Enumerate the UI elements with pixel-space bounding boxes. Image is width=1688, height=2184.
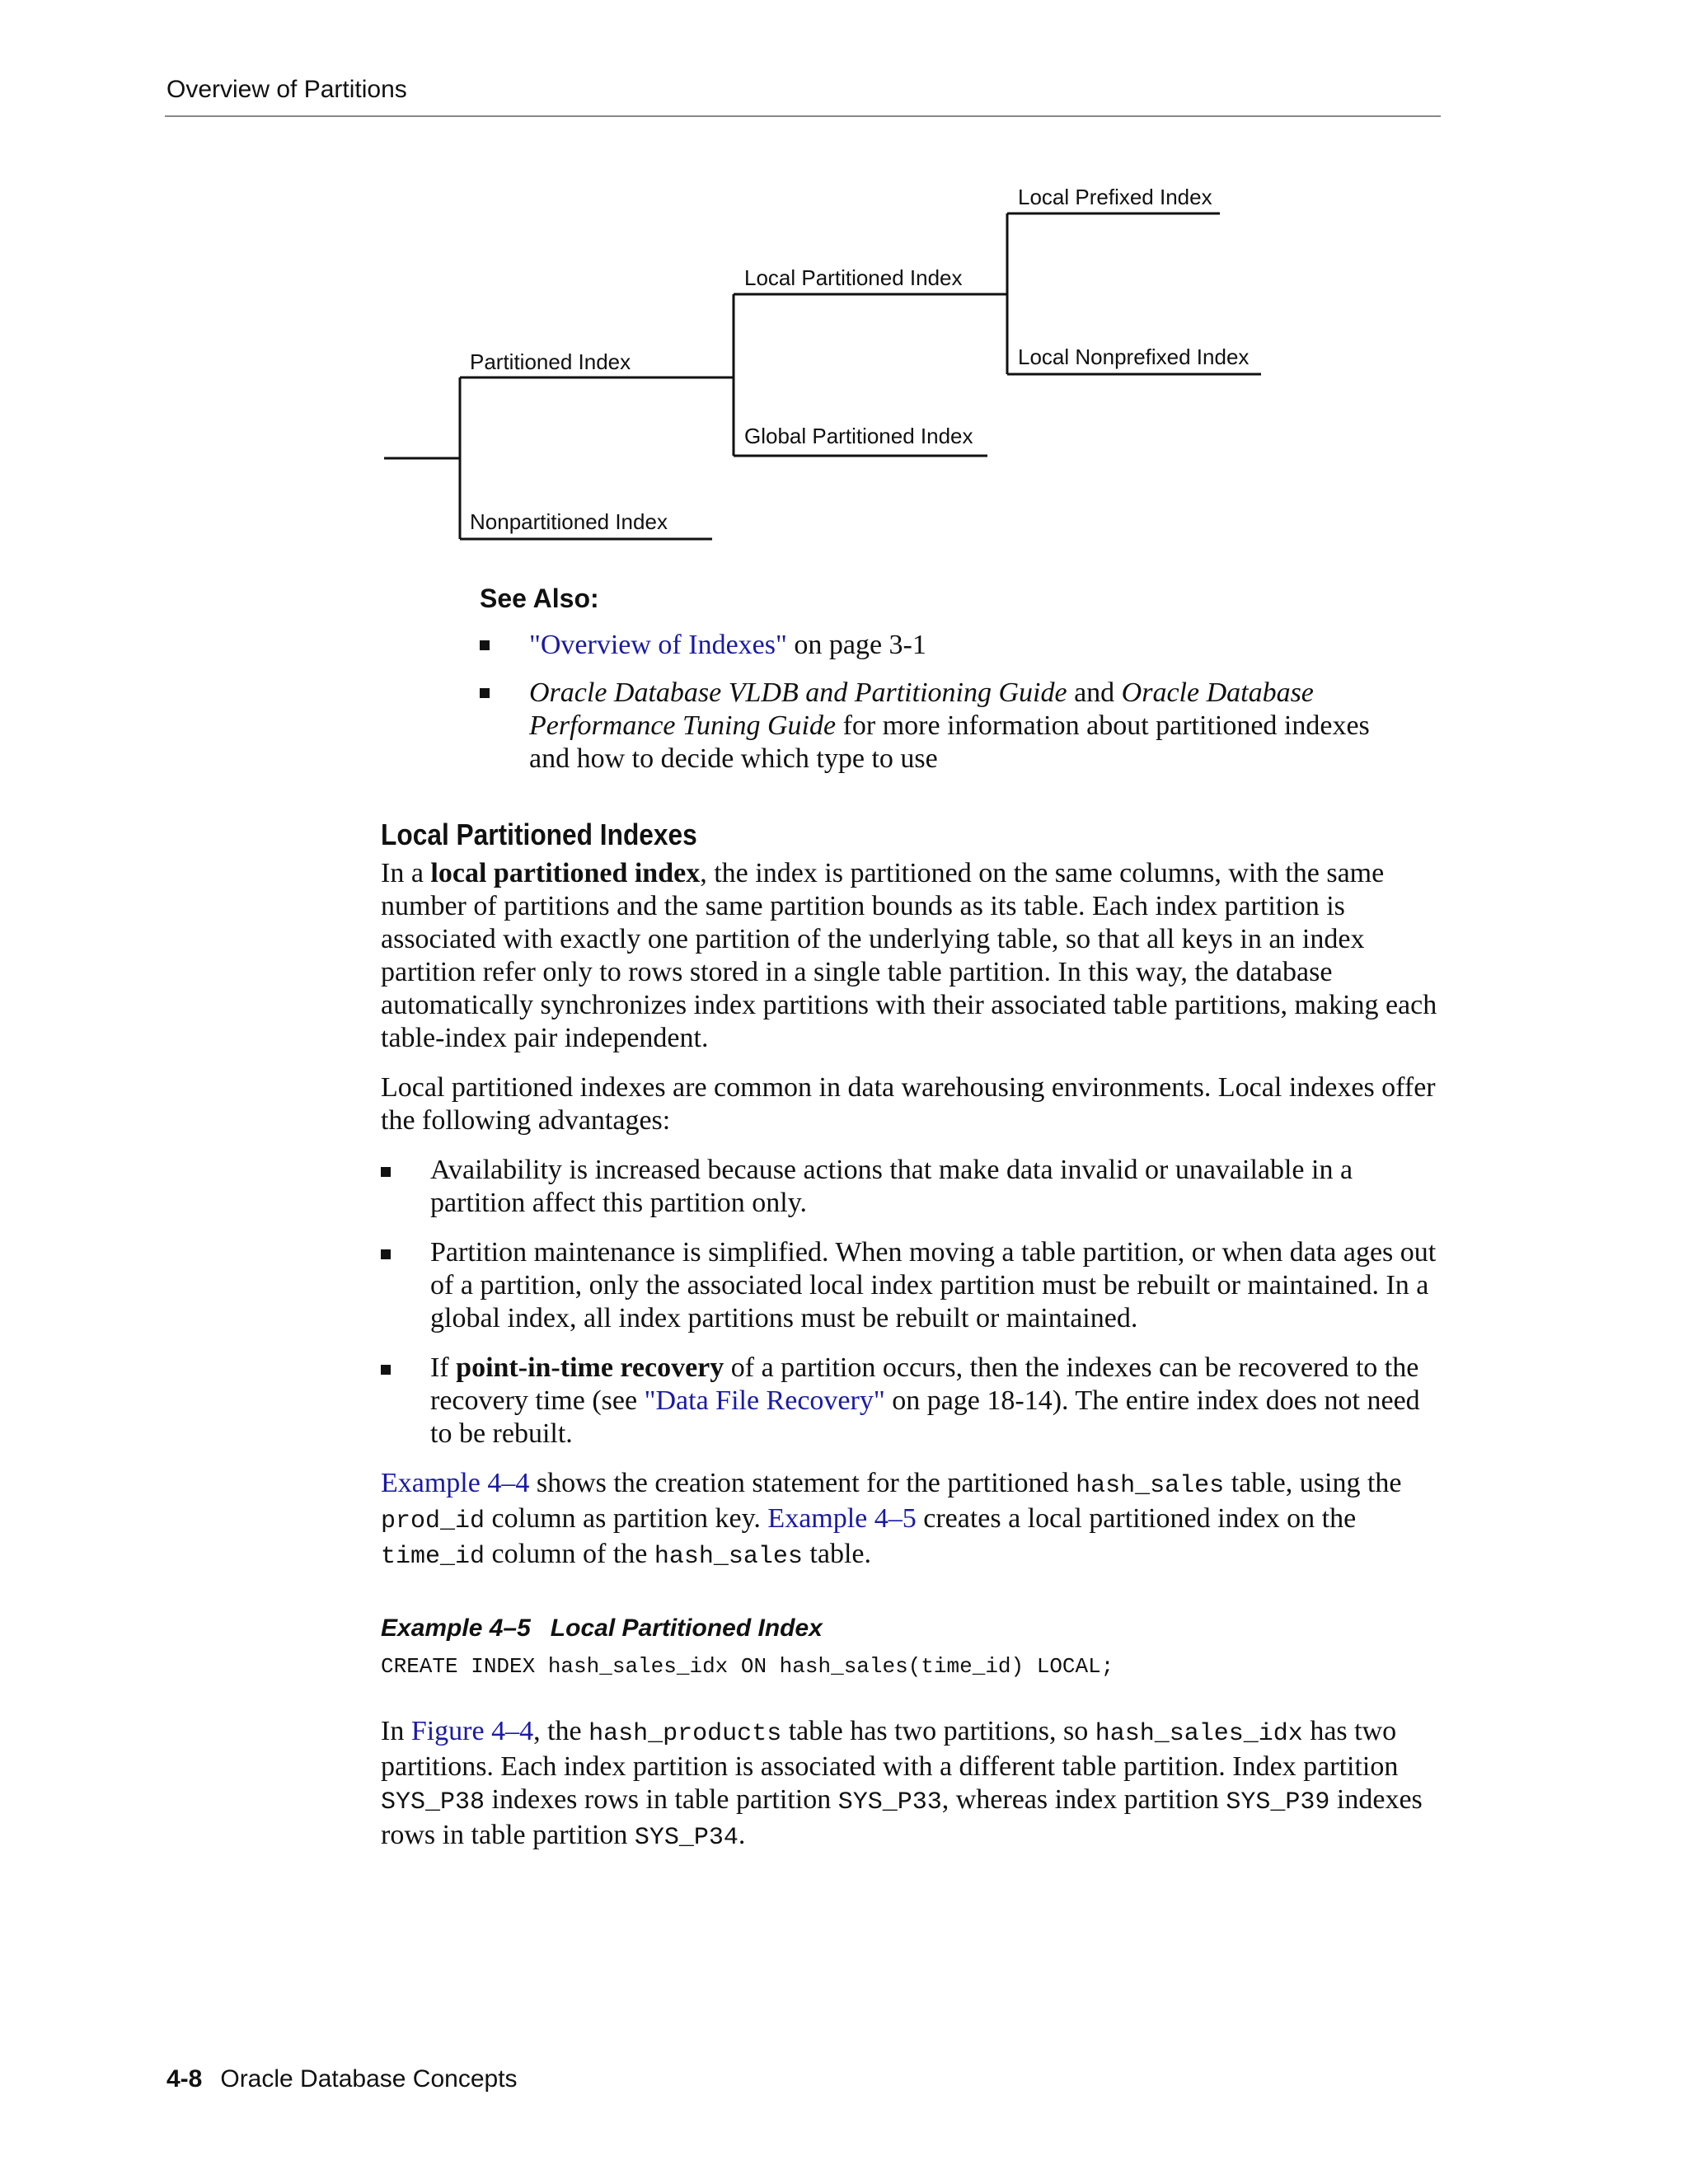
see-also-and: and xyxy=(1067,677,1122,708)
code-hash-sales-2: hash_sales xyxy=(654,1543,803,1571)
code-hash-products: hash_products xyxy=(588,1720,782,1748)
p1-post: , the index is partitioned on the same columns, with the same number of partitions and the same partition bounds as its table. Each index partition is associated with exactly one partition of the underlying table, so that all keys in an index partition refer only to rows stored in a single table partition. In this way, the database automatically synchronizes index partitions with their associated table partitions, making each table-index pair independent. xyxy=(381,858,1437,1053)
list-item xyxy=(381,1154,1441,1220)
example-4-4-link[interactable]: Example 4–4 xyxy=(381,1468,530,1498)
overview-of-indexes-link[interactable]: "Overview of Indexes" xyxy=(529,630,787,660)
bullet-icon xyxy=(381,1249,391,1259)
label-partitioned-index: Partitioned Index xyxy=(470,349,631,374)
advantages-list xyxy=(381,1154,1441,1451)
p3-t3: column as partition key. xyxy=(485,1503,768,1534)
section-heading: Local Partitioned Indexes xyxy=(381,818,697,851)
label-global-partitioned-index: Global Partitioned Index xyxy=(744,424,973,448)
p4-t3: table has two partitions, so xyxy=(781,1716,1095,1746)
tuning-guide-title: Oracle Database Performance Tuning Guide xyxy=(529,677,1314,741)
see-also-title: See Also: xyxy=(480,583,599,613)
b3-pre: If xyxy=(430,1352,457,1383)
p4-t4: has two partitions. Each index partition is associated with a different table partition. Index partition xyxy=(381,1716,1399,1782)
code-sys-p39: SYS_P39 xyxy=(1226,1788,1330,1816)
see-also-box xyxy=(480,583,1386,790)
paragraph-advantages-intro: Local partitioned indexes are common in data warehousing environments. Local indexes offer the following advantages: xyxy=(381,1072,1436,1136)
b3-mid: of a partition occurs, then the indexes can be recovered to the recovery time (see xyxy=(430,1352,1419,1416)
list-item xyxy=(381,1236,1441,1335)
paragraph-local-partitioned-definition xyxy=(381,857,1441,1055)
book-title: Oracle Database Concepts xyxy=(220,2065,518,2093)
label-local-nonprefixed-index: Local Nonprefixed Index xyxy=(1018,344,1250,369)
running-header: Overview of Partitions xyxy=(166,76,407,103)
list-item-text: Partition maintenance is simplified. When moving a table partition, or when data ages out of a partition, only the associated local index partition must be rebuilt or maintained. In a global index, all index partitions must be rebuilt or maintained. xyxy=(430,1237,1437,1333)
p3-t4: creates a local partitioned index on the xyxy=(916,1503,1357,1534)
p4-t5: indexes rows in table partition xyxy=(485,1784,838,1815)
data-file-recovery-link[interactable]: "Data File Recovery" xyxy=(644,1385,885,1416)
code-sys-p34: SYS_P34 xyxy=(634,1824,738,1852)
index-type-diagram xyxy=(0,0,1688,577)
see-also-item xyxy=(480,629,1386,662)
p3-t6: table. xyxy=(802,1539,871,1569)
list-item xyxy=(381,1352,1441,1451)
term-point-in-time-recovery: point-in-time recovery xyxy=(456,1352,724,1383)
code-sys-p38: SYS_P38 xyxy=(381,1788,485,1816)
p3-t1: shows the creation statement for the partitioned xyxy=(529,1468,1076,1498)
b3-post: on page 18-14). The entire index does not need to be rebuilt. xyxy=(430,1385,1420,1449)
code-hash-sales-idx: hash_sales_idx xyxy=(1095,1720,1303,1748)
code-hash-sales: hash_sales xyxy=(1076,1472,1225,1500)
p3-t5: column of the xyxy=(485,1539,654,1569)
bullet-icon xyxy=(480,688,490,698)
p4-t2: , the xyxy=(533,1716,589,1746)
p4-t7: indexes rows in table partition xyxy=(381,1784,1423,1850)
main-content xyxy=(381,818,1441,1871)
p4-t8: . xyxy=(738,1820,746,1850)
example-title xyxy=(381,1615,1441,1643)
bullet-icon xyxy=(381,1167,391,1177)
see-also-item2-text: for more information about partitioned indexes and how to decide which type to use xyxy=(529,710,1370,774)
list-item-text: Availability is increased because actions that make data invalid or unavailable in a partition affect this partition only. xyxy=(430,1155,1353,1218)
example-title-text: Local Partitioned Index xyxy=(550,1615,823,1642)
code-prod-id: prod_id xyxy=(381,1507,485,1535)
example-number: Example 4–5 xyxy=(381,1615,531,1642)
figure-4-4-link[interactable]: Figure 4–4 xyxy=(410,1716,534,1746)
p3-t2: table, using the xyxy=(1224,1468,1402,1498)
bullet-icon xyxy=(381,1365,391,1375)
p4-t1: In xyxy=(381,1716,411,1746)
see-also-item1-text: on page 3-1 xyxy=(786,630,926,660)
label-local-partitioned-index: Local Partitioned Index xyxy=(744,265,963,290)
label-local-prefixed-index: Local Prefixed Index xyxy=(1018,185,1212,209)
code-time-id: time_id xyxy=(381,1543,485,1571)
code-sys-p33: SYS_P33 xyxy=(837,1788,942,1816)
term-local-partitioned-index: local partitioned index xyxy=(430,858,701,888)
p4-t6: , whereas index partition xyxy=(941,1784,1226,1815)
page-footer xyxy=(166,2065,518,2093)
example-4-5-link[interactable]: Example 4–5 xyxy=(767,1503,917,1534)
see-also-item xyxy=(480,677,1386,776)
paragraph-example-references xyxy=(381,1467,1441,1573)
paragraph-figure-explanation xyxy=(381,1715,1441,1854)
page-number: 4-8 xyxy=(166,2065,203,2093)
label-nonpartitioned-index: Nonpartitioned Index xyxy=(470,509,668,534)
example-code: CREATE INDEX hash_sales_idx ON hash_sales(time_id) LOCAL; xyxy=(381,1654,1114,1679)
p1-pre: In a xyxy=(381,858,431,888)
bullet-icon xyxy=(480,640,490,650)
vldb-guide-title: Oracle Database VLDB and Partitioning Guide xyxy=(529,677,1067,708)
